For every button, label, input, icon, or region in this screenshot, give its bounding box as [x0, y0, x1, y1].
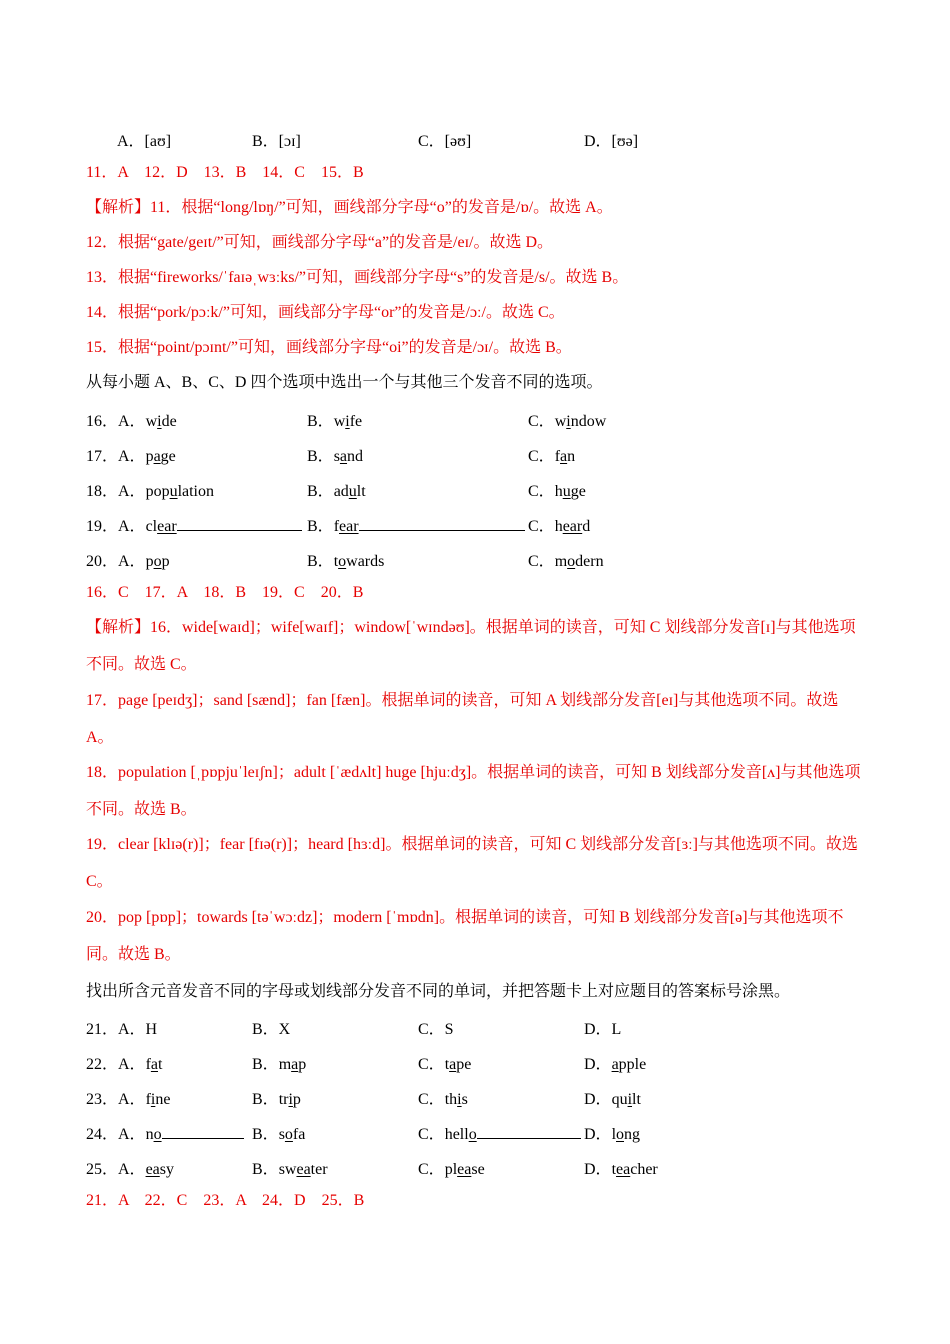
question-23-option-c: C．this — [418, 1091, 468, 1108]
question-22-option-c: C．tape — [418, 1056, 472, 1073]
question-24-option-d: D．long — [584, 1126, 641, 1143]
analysis-17: 17．page [peɪdʒ]；sand [sænd]；fan [fæn]。根据单词的读音，可知 A 划线部分发音[eɪ]与其他选项不同。故选 A。 — [86, 692, 839, 746]
question-16-option-b: B．wife — [307, 413, 363, 430]
question-21-option-b: B．X — [252, 1021, 291, 1038]
question-18-option-b: B．adult — [307, 483, 366, 500]
option-c: C．[əʊ] — [418, 133, 472, 150]
blank-line — [177, 516, 302, 531]
question-17-option-a: 17．A．page — [86, 448, 176, 465]
question-19-option-c: C．heard — [528, 518, 591, 535]
question-25-option-d: D．teacher — [584, 1161, 658, 1178]
question-23-option-d: D．quilt — [584, 1091, 641, 1108]
section-instruction-3: 找出所含元音发音不同的字母或划线部分发音不同的单词，并把答题卡上对应题目的答案标号涂黑。 — [86, 983, 791, 1000]
question-17-option-c: C．fan — [528, 448, 576, 465]
question-23-option-b: B．trip — [252, 1091, 301, 1108]
analysis-16: 【解析】16．wide[waɪd]；wife[waɪf]；window[ˈwɪndəʊ]。根据单词的读音，可知 C 划线部分发音[ɪ]与其他选项不同。故选 C。 — [86, 619, 856, 673]
answer-key-11-15: 11．A 12．D 13．B 14．C 15．B — [86, 164, 364, 181]
analysis-20: 20．pop [pɒp]；towards [təˈwɔːdz]；modern [ˈmɒdn]。根据单词的读音，可知 B 划线部分发音[ə]与其他选项不同。故选 B。 — [86, 909, 844, 963]
question-19-option-a: 19．A．clear — [86, 513, 302, 536]
blank-line — [359, 516, 525, 531]
question-25-option-a: 25．A．easy — [86, 1161, 174, 1178]
question-24-option-b: B．sofa — [252, 1126, 306, 1143]
question-25-option-b: B．sweater — [252, 1161, 328, 1178]
question-25-option-c: C．please — [418, 1161, 485, 1178]
question-23-option-a: 23．A．fine — [86, 1091, 171, 1108]
question-18-option-c: C．huge — [528, 483, 586, 500]
question-22-option-a: 22．A．fat — [86, 1056, 163, 1073]
analysis-14: 14．根据“pork/pɔːk/”可知，画线部分字母“or”的发音是/ɔː/。故选 C。 — [86, 304, 565, 321]
question-21-option-c: C．S — [418, 1021, 454, 1038]
question-20-option-c: C．modern — [528, 553, 604, 570]
question-17-option-b: B．sand — [307, 448, 364, 465]
analysis-15: 15．根据“point/pɔɪnt/”可知，画线部分字母“oi”的发音是/ɔɪ/。故选 B。 — [86, 339, 572, 356]
question-22-option-d: D．apple — [584, 1056, 647, 1073]
question-22-option-b: B．map — [252, 1056, 307, 1073]
analysis-19: 19．clear [klɪə(r)]；fear [fɪə(r)]；heard [hɜːd]。根据单词的读音，可知 C 划线部分发音[ɜː]与其他选项不同。故选 C。 — [86, 836, 858, 890]
section-instruction-2: 从每小题 A、B、C、D 四个选项中选出一个与其他三个发音不同的选项。 — [86, 374, 603, 391]
analysis-12: 12．根据“gate/geɪt/”可知，画线部分字母“a”的发音是/eɪ/。故选 D。 — [86, 234, 554, 251]
option-d: D．[ʊə] — [584, 133, 639, 150]
analysis-13: 13．根据“fireworks/ˈfaɪəˌwɜːks/”可知，画线部分字母“s”的发音是/s/。故选 B。 — [86, 269, 629, 286]
question-20-option-b: B．towards — [307, 553, 385, 570]
question-18-option-a: 18．A．population — [86, 483, 214, 500]
option-a: A．[aʊ] — [117, 133, 172, 150]
question-16-option-c: C．window — [528, 413, 607, 430]
blank-line — [477, 1124, 581, 1139]
option-b: B．[ɔɪ] — [252, 133, 301, 150]
question-19-option-b: B．fear — [307, 513, 525, 536]
question-24-option-a: 24．A．no — [86, 1121, 244, 1144]
blank-line — [162, 1124, 244, 1139]
question-24-option-c: C．hello — [418, 1121, 581, 1144]
question-20-option-a: 20．A．pop — [86, 553, 170, 570]
analysis-18: 18．population [ˌpɒpjuˈleɪʃn]；adult [ˈædʌlt] huge [hjuːdʒ]。根据单词的读音，可知 B 划线部分发音[ʌ]与其他选项不同。故选 B。 — [86, 764, 861, 818]
question-16-option-a: 16．A．wide — [86, 413, 177, 430]
question-21-option-a: 21．A．H — [86, 1021, 158, 1038]
answer-key-16-20: 16．C 17．A 18．B 19．C 20．B — [86, 584, 364, 601]
analysis-11: 【解析】11．根据“long/lɒŋ/”可知，画线部分字母“o”的发音是/ɒ/。故选 A。 — [86, 199, 613, 216]
question-21-option-d: D．L — [584, 1021, 622, 1038]
answer-key-21-25: 21．A 22．C 23．A 24．D 25．B — [86, 1192, 365, 1209]
